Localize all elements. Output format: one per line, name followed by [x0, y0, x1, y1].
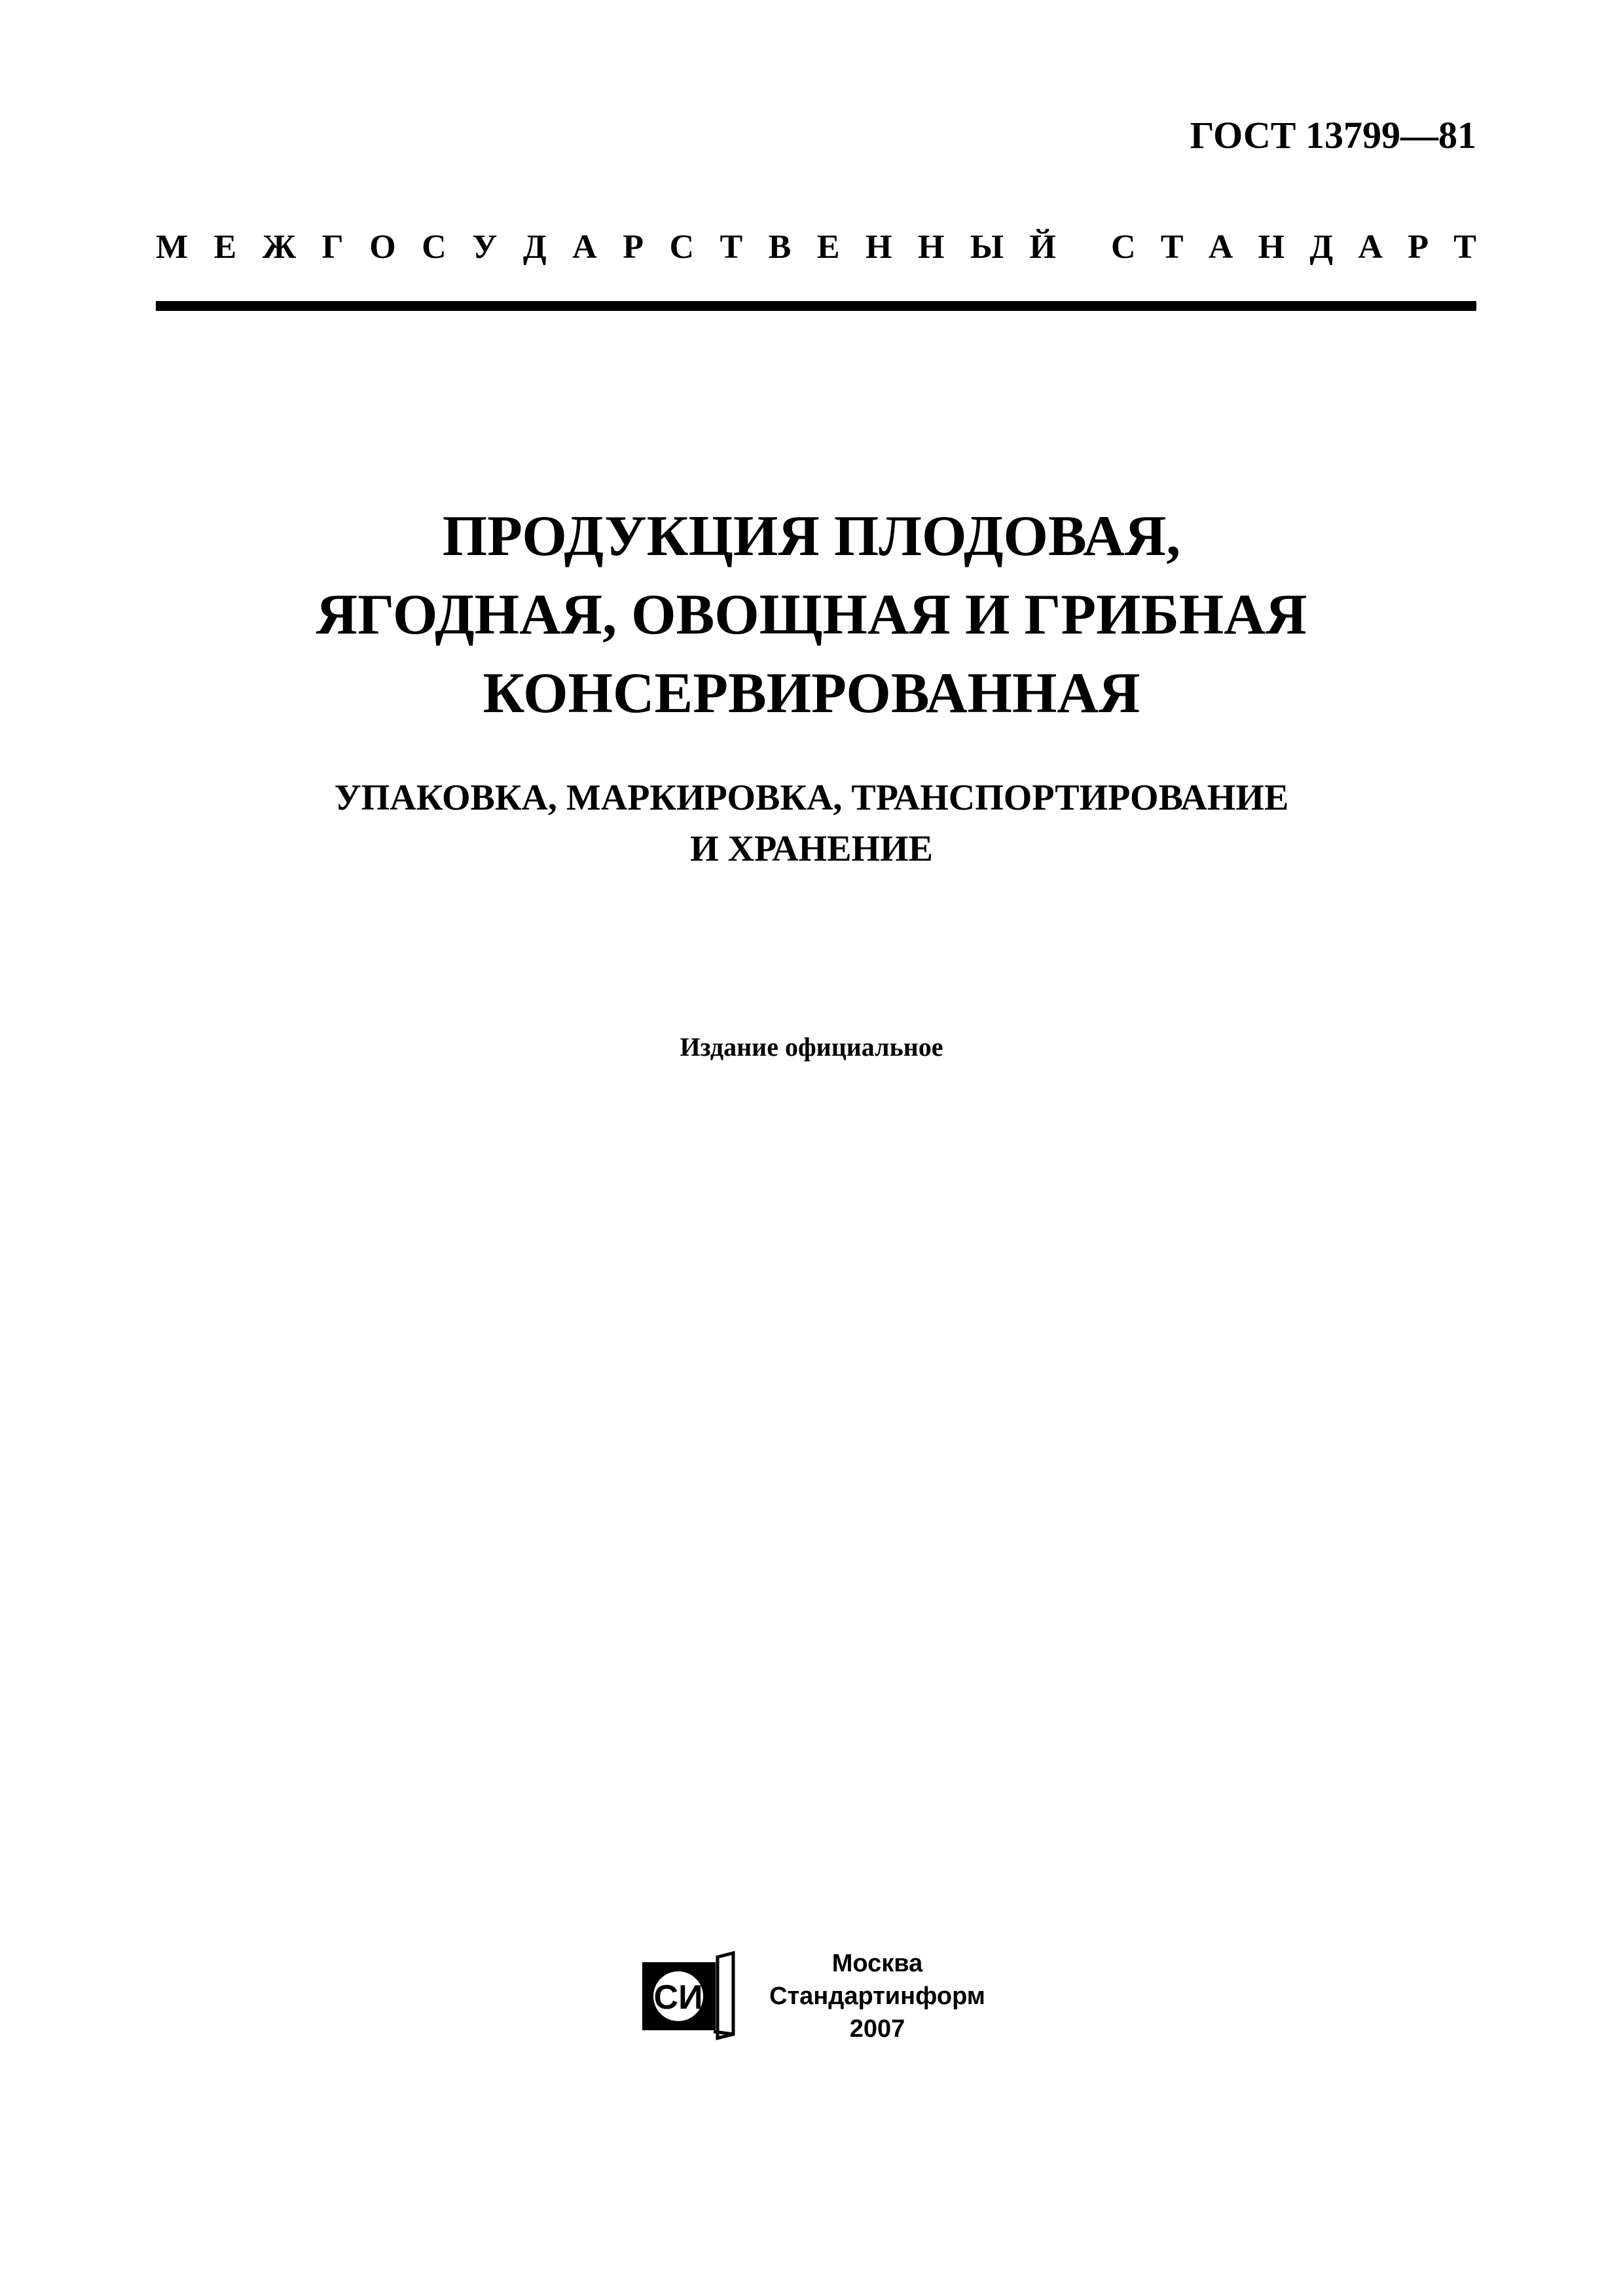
publication-year: 2007 [849, 2015, 905, 2043]
letter: У [472, 228, 498, 266]
letter: Н [917, 228, 945, 266]
document-subtitle [0, 772, 1623, 874]
letter: Н [1258, 228, 1285, 266]
interstate-label-word-2 [1111, 230, 1476, 264]
letter: Й [1029, 228, 1056, 266]
publisher-name: Стандартинформ [769, 1982, 985, 2010]
subtitle-line: И ХРАНЕНИЕ [690, 829, 933, 869]
publisher-city: Москва [831, 1950, 923, 1977]
interstate-label-word-1 [156, 230, 1056, 264]
letter: С [422, 228, 447, 266]
letter: Н [866, 228, 892, 266]
letter: Ж [262, 228, 297, 266]
letter: Р [623, 228, 644, 266]
letter: Р [1408, 228, 1429, 266]
letter: А [1358, 228, 1383, 266]
letter: Е [816, 228, 840, 266]
standard-number: ГОСТ 13799—81 [1190, 114, 1476, 156]
title-line: КОНСЕРВИРОВАННАЯ [483, 662, 1140, 725]
subtitle-line: УПАКОВКА, МАРКИРОВКА, ТРАНСПОРТИРОВАНИЕ [334, 778, 1289, 818]
header-rule [156, 301, 1476, 311]
letter: А [572, 228, 597, 266]
letter: Е [213, 228, 237, 266]
letter: В [768, 228, 792, 266]
edition-label: Издание официальное [680, 1032, 943, 1062]
letter: М [156, 228, 189, 266]
letter: С [1111, 228, 1136, 266]
letter: Т [1453, 228, 1476, 266]
title-line: ЯГОДНАЯ, ОВОЩНАЯ И ГРИБНАЯ [316, 583, 1307, 647]
letter: О [369, 228, 396, 266]
publisher-imprint [753, 1947, 1002, 2045]
document-title [0, 497, 1623, 733]
title-line: ПРОДУКЦИЯ ПЛОДОВАЯ, [442, 505, 1181, 568]
interstate-standard-label [156, 230, 1476, 264]
letter: Д [1309, 228, 1334, 266]
letter: Ы [970, 228, 1004, 266]
letter: А [1208, 228, 1233, 266]
letter: Д [522, 228, 547, 266]
standartinform-logo-icon [640, 1950, 739, 2041]
letter: Т [720, 228, 743, 266]
letter: С [669, 228, 694, 266]
letter: Г [321, 228, 344, 266]
letter: Т [1160, 228, 1184, 266]
logo-lettering: СИ [653, 1979, 703, 2017]
